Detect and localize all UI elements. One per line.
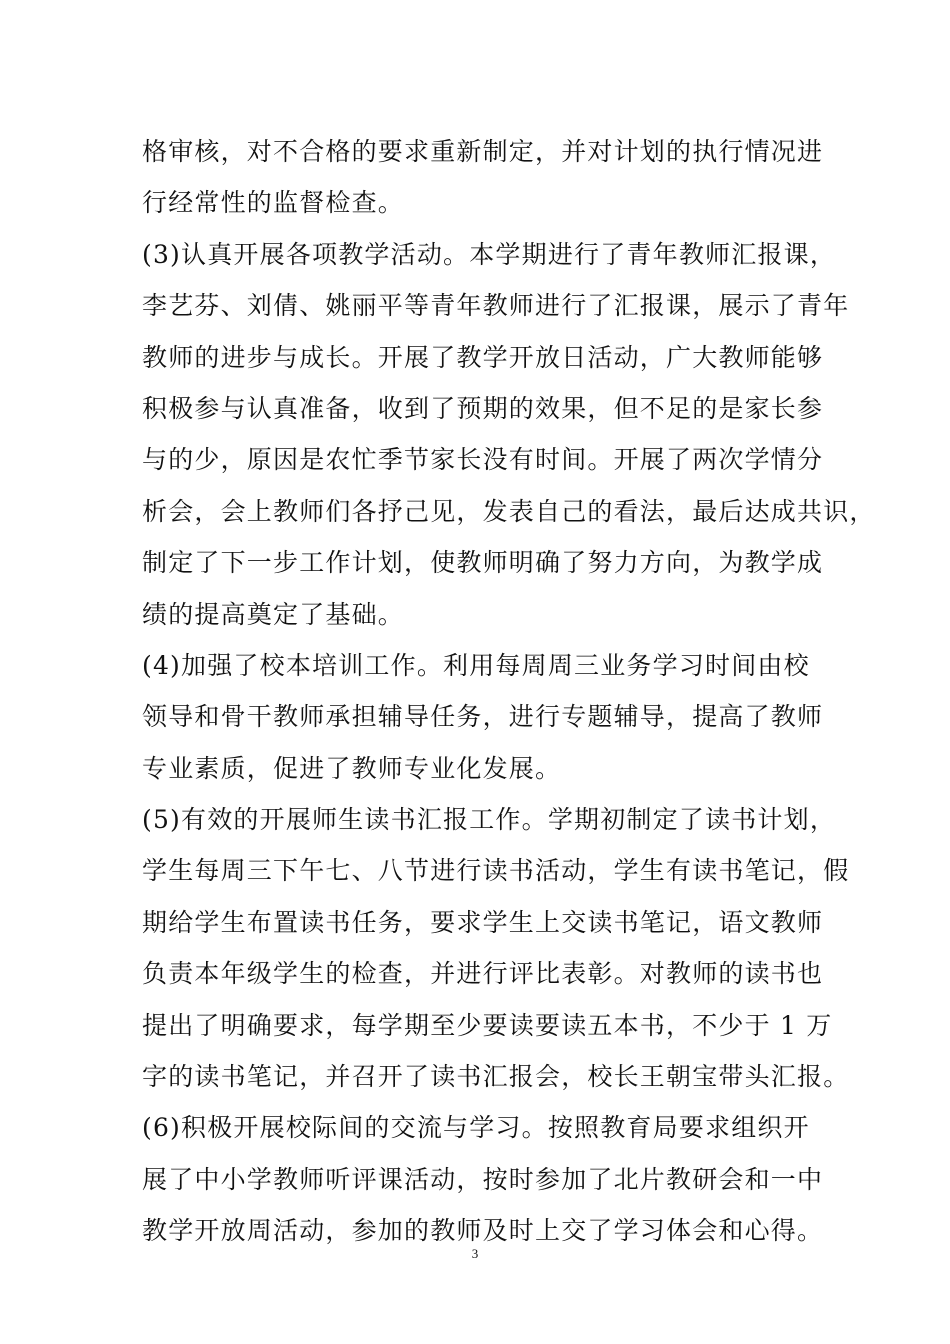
text-line: 析会，会上教师们各抒己见，发表自己的看法，最后达成共识， bbox=[142, 496, 876, 526]
text-line: 负责本年级学生的检查，并进行评比表彰。对教师的读书也 bbox=[142, 959, 824, 989]
text-line: 专业素质，促进了教师专业化发展。 bbox=[142, 753, 562, 783]
text-line: 字的读书笔记，并召开了读书汇报会，校长王朝宝带头汇报。 bbox=[142, 1062, 850, 1092]
text-line: (6)积极开展校际间的交流与学习。按照教育局要求组织开 bbox=[142, 1113, 810, 1143]
text-line: (5)有效的开展师生读书汇报工作。学期初制定了读书计划， bbox=[142, 805, 837, 835]
text-line: (4)加强了校本培训工作。利用每周周三业务学习时间由校 bbox=[142, 650, 810, 680]
text-line: (3)认真开展各项教学活动。本学期进行了青年教师汇报课， bbox=[142, 239, 837, 269]
page-number: 3 bbox=[471, 1246, 479, 1261]
text-line: 李艺芬、刘倩、姚丽平等青年教师进行了汇报课，展示了青年 bbox=[142, 291, 850, 321]
body-text bbox=[142, 126, 876, 1257]
text-line: 期给学生布置读书任务，要求学生上交读书笔记，语文教师 bbox=[142, 907, 824, 937]
text-line: 教师的进步与成长。开展了教学开放日活动，广大教师能够 bbox=[142, 342, 824, 372]
text-line: 格审核，对不合格的要求重新制定，并对计划的执行情况进 bbox=[142, 137, 824, 166]
text-line: 绩的提高奠定了基础。 bbox=[142, 599, 405, 629]
text-line: 制定了下一步工作计划，使教师明确了努力方向，为教学成 bbox=[142, 548, 824, 578]
text-line: 领导和骨干教师承担辅导任务，进行专题辅导，提高了教师 bbox=[142, 702, 824, 732]
text-line: 行经常性的监督检查。 bbox=[142, 188, 405, 218]
text-line: 积极参与认真准备，收到了预期的效果，但不足的是家长参 bbox=[142, 393, 824, 423]
text-line: 教学开放周活动，参加的教师及时上交了学习体会和心得。 bbox=[142, 1216, 824, 1246]
text-line: 学生每周三下午七、八节进行读书活动，学生有读书笔记，假 bbox=[142, 856, 850, 886]
text-line: 展了中小学教师听评课活动，按时参加了北片教研会和一中 bbox=[142, 1164, 824, 1194]
text-line: 与的少，原因是农忙季节家长没有时间。开展了两次学情分 bbox=[142, 445, 824, 475]
text-line: 提出了明确要求，每学期至少要读要读五本书，不少于 1 万 bbox=[142, 1010, 833, 1040]
